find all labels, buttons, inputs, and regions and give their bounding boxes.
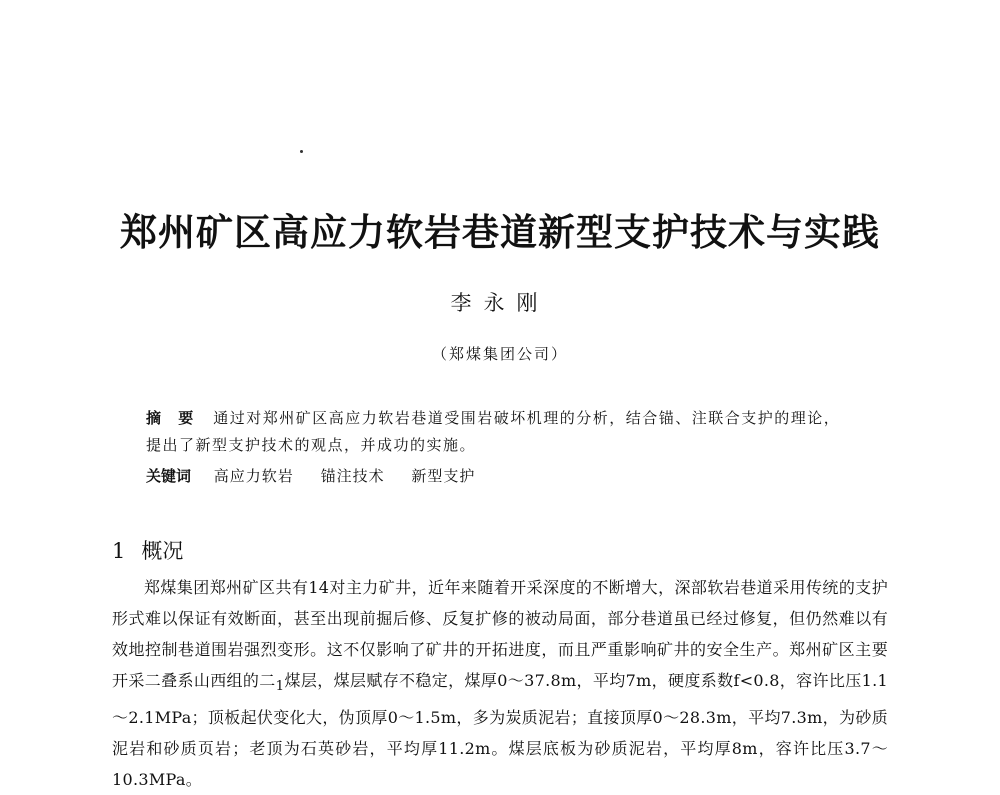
- body-text-part1: 郑煤集团郑州矿区共有14对主力矿井，近年来随着开采深度的不断增大，深部软岩巷道采用传统的支护形式难以保证有效断面，甚至出现前掘后修、反复扩修的被动局面，部分巷道虽已经过修复，但仍然难以有效地控制巷道围岩强烈变形。这不仅影响了矿井的开拓进度，而且严重影响矿井的安全生产。郑州矿区主要开采二叠系山西组的二: [112, 578, 888, 690]
- body-text-part2: 煤层，煤层赋存不稳定，煤厚0～37.8m，平均7m，硬度系数f<0.8，容许比压1.1～2.1MPa；顶板起伏变化大，伪顶厚0～1.5m，多为炭质泥岩；直接顶厚0～28.3m，平均7.3m，为砂质泥岩和砂质页岩；老顶为石英砂岩，平均厚11.2m。煤层底板为砂质泥岩，平均厚8m，容许比压3.7～10.3MPa。: [112, 671, 888, 790]
- section-title: 概况: [141, 539, 184, 563]
- paper-title: 郑州矿区高应力软岩巷道新型支护技术与实践: [120, 210, 880, 254]
- stray-dot: [300, 150, 303, 153]
- section-heading: [112, 535, 183, 565]
- keyword-item: 新型支护: [411, 467, 476, 485]
- keyword-item: 高应力软岩: [213, 467, 294, 485]
- author-name: 李永刚: [450, 291, 550, 315]
- abstract-label: 摘 要: [146, 409, 200, 427]
- keywords: [146, 463, 856, 490]
- abstract-text: 通过对郑州矿区高应力软岩巷道受围岩破坏机理的分析，结合锚、注联合支护的理论，提出了新型支护技术的观点，并成功的实施。: [146, 409, 841, 454]
- section-number: 1: [112, 539, 126, 563]
- keyword-item: 锚注技术: [320, 467, 385, 485]
- author-affiliation: （郑煤集团公司）: [431, 345, 568, 363]
- body-subscript: 1: [275, 679, 285, 695]
- keywords-label: 关键词: [146, 467, 192, 485]
- abstract: [146, 405, 856, 459]
- body-paragraph: [112, 572, 888, 795]
